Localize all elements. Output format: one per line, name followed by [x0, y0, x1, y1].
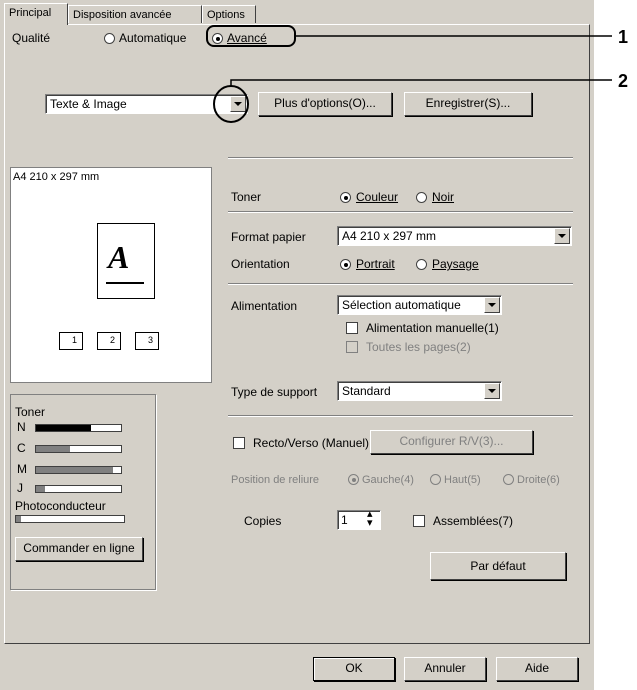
quality-automatic-label: Automatique [119, 31, 187, 45]
paper-source-label: Alimentation [231, 299, 298, 313]
copies-label: Copies [244, 514, 282, 528]
binding-left-label: Gauche(4) [362, 474, 414, 486]
paper-format-value: A4 210 x 297 mm [342, 229, 437, 243]
copy-icon: 1 [59, 332, 83, 350]
quality-label: Qualité [12, 31, 51, 45]
orientation-portrait-label: Portrait [356, 257, 395, 271]
preset-select-value: Texte & Image [50, 97, 127, 111]
manual-feed-label: Alimentation manuelle(1) [366, 321, 499, 335]
callout-2-number: 2 [618, 71, 629, 91]
copy-icon: 3 [135, 332, 159, 350]
tab-advanced-layout-label: Disposition avancée [73, 9, 172, 21]
toner-c-label: C [17, 441, 26, 455]
orientation-landscape-label: Paysage [432, 257, 479, 271]
toner-n-label: N [17, 420, 26, 434]
quality-advanced-label: Avancé [227, 31, 267, 45]
binding-top-label: Haut(5) [444, 474, 481, 486]
photoconductor-label: Photoconducteur [15, 499, 106, 513]
configure-duplex-button[interactable]: Configurer R/V(3)... [370, 430, 533, 454]
copies-value: 1 [341, 513, 348, 527]
spin-down-icon[interactable]: ▾ [367, 517, 373, 529]
tab-options-label: Options [207, 9, 245, 21]
tab-principal-label: Principal [9, 7, 52, 19]
tab-principal[interactable] [4, 3, 68, 25]
help-button[interactable]: Aide [496, 657, 578, 681]
spin-up-icon[interactable]: ▴ [367, 508, 373, 520]
collate-label: Assemblées(7) [433, 514, 514, 528]
cancel-button[interactable]: Annuler [404, 657, 486, 681]
toner-status-title: Toner [15, 405, 46, 419]
binding-right-label: Droite(6) [517, 474, 560, 486]
advanced-highlight-box [207, 26, 295, 46]
media-type-value: Standard [342, 384, 391, 398]
duplex-label: Recto/Verso (Manuel) [253, 436, 370, 450]
all-pages-label: Toutes les pages(2) [366, 340, 471, 354]
preview-paper-label: A4 210 x 297 mm [13, 171, 100, 183]
toner-j-label: J [17, 481, 23, 495]
more-options-button[interactable]: Plus d'options(O)... [258, 92, 392, 116]
dropdown-highlight-circle [214, 86, 248, 122]
paper-format-label: Format papier [231, 230, 306, 244]
orientation-label: Orientation [231, 257, 290, 271]
toner-color-label: Couleur [356, 190, 399, 204]
binding-position-label: Position de reliure [231, 474, 320, 486]
paper-source-value: Sélection automatique [342, 298, 461, 312]
save-button[interactable]: Enregistrer(S)... [404, 92, 532, 116]
default-button[interactable]: Par défaut [430, 552, 566, 580]
callout-1-number: 1 [618, 27, 629, 47]
copy-icon: 2 [97, 332, 121, 350]
toner-black-label: Noir [432, 190, 455, 204]
order-online-button[interactable]: Commander en ligne [15, 537, 143, 561]
callout-2-line [231, 80, 612, 86]
toner-m-label: M [17, 462, 27, 476]
page-letter: A [108, 239, 130, 275]
ok-button[interactable]: OK [313, 657, 395, 681]
toner-label: Toner [231, 190, 262, 204]
media-type-label: Type de support [231, 385, 318, 399]
